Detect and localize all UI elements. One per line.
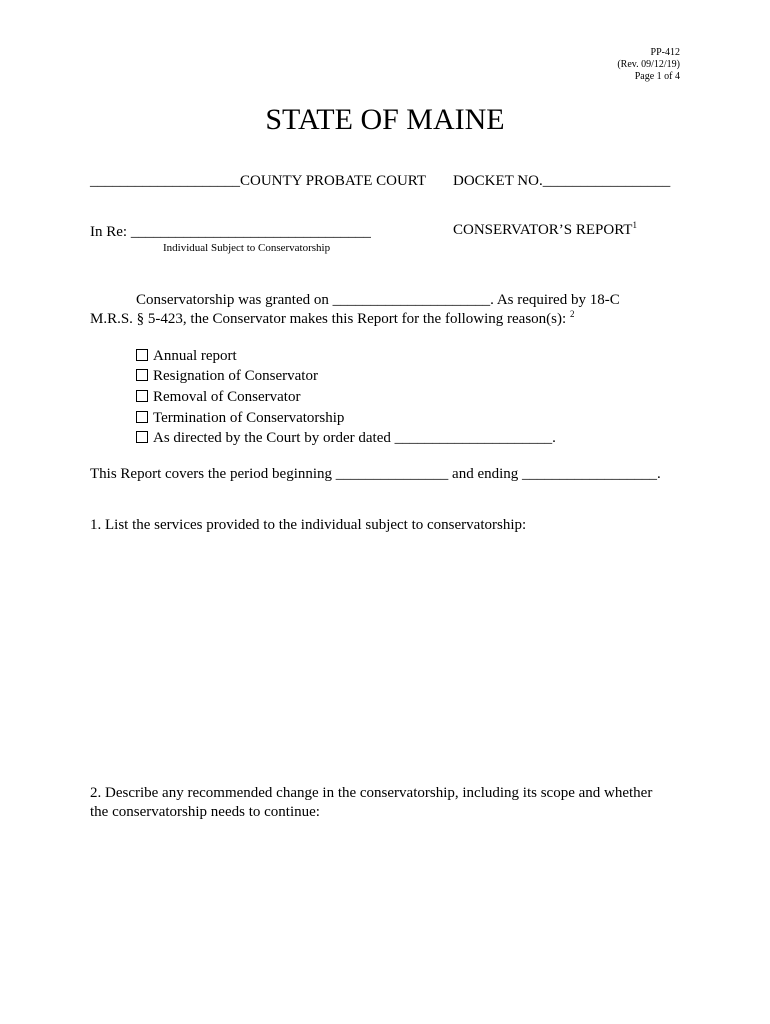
reason-label: Termination of Conservatorship xyxy=(153,410,345,426)
reason-resignation xyxy=(136,368,318,385)
reason-label: Resignation of Conservator xyxy=(153,368,318,384)
reason-court-order xyxy=(136,430,556,447)
in-re-line xyxy=(90,224,371,241)
form-number: PP-412 xyxy=(650,47,680,58)
intro-line-2 xyxy=(90,311,574,328)
checkbox-removal[interactable] xyxy=(136,390,148,402)
reason-label: As directed by the Court by order dated xyxy=(153,430,395,446)
court-line xyxy=(90,173,426,190)
reason-label: Annual report xyxy=(153,348,237,364)
intro-text-a: Conservatorship was granted on xyxy=(136,292,333,308)
form-revision: (Rev. 09/12/19) xyxy=(617,59,680,70)
period-text-b: and ending xyxy=(448,466,523,482)
docket-label: DOCKET NO. xyxy=(453,173,543,189)
reason-removal xyxy=(136,389,300,406)
report-title xyxy=(453,222,637,239)
page-number: Page 1 of 4 xyxy=(634,71,680,82)
docket-line xyxy=(453,173,670,190)
question-2-line-2: the conservatorship needs to continue: xyxy=(90,804,320,820)
report-title-text: CONSERVATOR’S REPORT xyxy=(453,222,633,238)
footnote-ref-1: 1 xyxy=(632,220,637,230)
in-re-label: In Re: xyxy=(90,224,131,240)
order-date-blank[interactable]: _____________________ xyxy=(394,430,553,446)
footnote-ref-2: 2 xyxy=(569,309,575,319)
reason-annual xyxy=(136,348,237,365)
in-re-caption: Individual Subject to Conservatorship xyxy=(163,242,331,254)
period-end-blank[interactable]: __________________ xyxy=(522,466,658,482)
checkbox-resignation[interactable] xyxy=(136,369,148,381)
in-re-blank[interactable]: ________________________________ xyxy=(130,224,371,240)
period-line xyxy=(90,466,661,483)
reason-label: Removal of Conservator xyxy=(153,389,301,405)
question-1: 1. List the services provided to the individual subject to conservatorship: xyxy=(90,517,527,533)
checkbox-court-order[interactable] xyxy=(136,431,148,443)
checkbox-annual-report[interactable] xyxy=(136,349,148,361)
docket-blank[interactable]: _________________ xyxy=(542,173,671,189)
court-text: COUNTY PROBATE COURT xyxy=(240,173,427,189)
reason-termination xyxy=(136,410,344,427)
period-text-a: This Report covers the period beginning xyxy=(90,466,336,482)
county-blank[interactable]: ____________________ xyxy=(90,173,240,189)
intro-line-1 xyxy=(136,292,620,309)
page-title: STATE OF MAINE xyxy=(265,103,505,136)
reason-end: . xyxy=(552,430,556,446)
granted-date-blank[interactable]: _____________________ xyxy=(332,292,491,308)
checkbox-termination[interactable] xyxy=(136,411,148,423)
question-2-line-1: 2. Describe any recommended change in the conservatorship, including its scope and whether xyxy=(90,785,653,801)
intro-text-b: . As required by 18-C xyxy=(490,292,620,308)
period-begin-blank[interactable]: _______________ xyxy=(335,466,449,482)
intro-text-c: M.R.S. § 5-423, the Conservator makes this Report for the following reason(s): xyxy=(90,311,570,327)
period-text-end: . xyxy=(657,466,661,482)
